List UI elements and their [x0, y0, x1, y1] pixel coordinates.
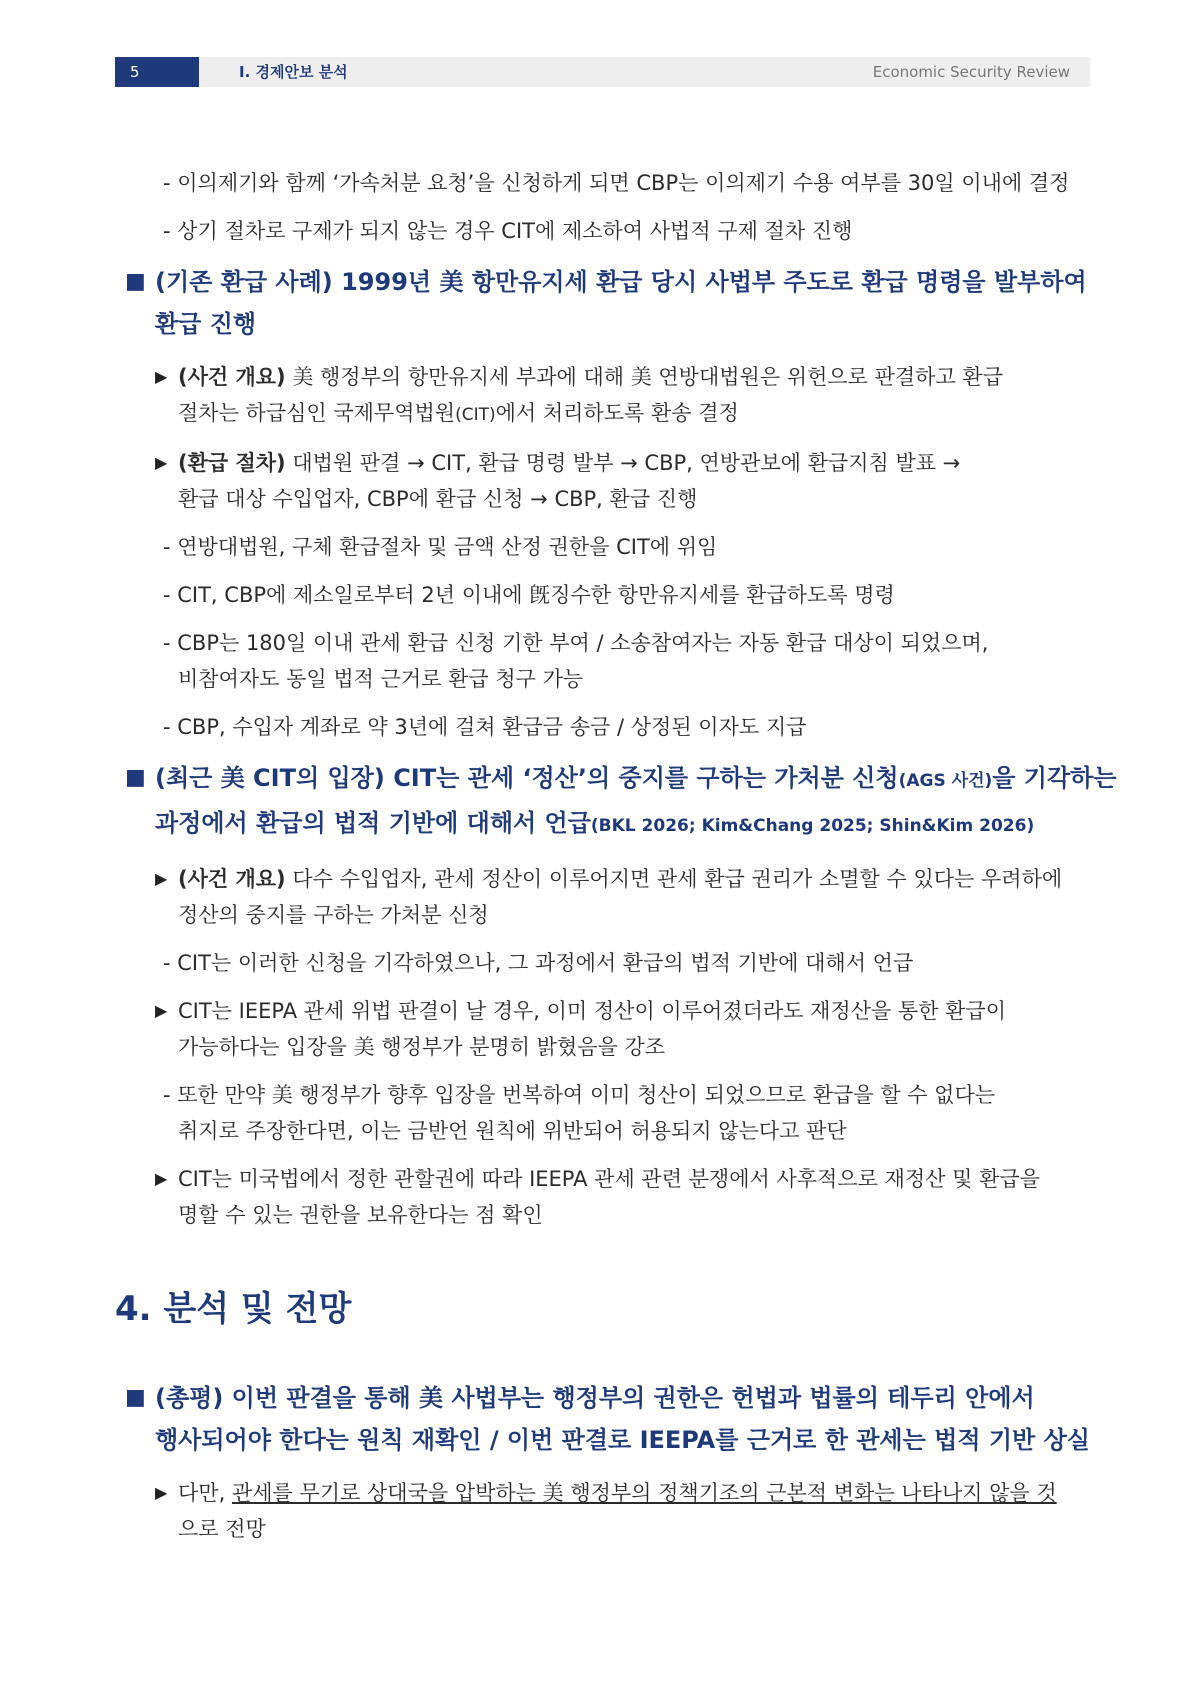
triangle-bullet-icon: ▶: [155, 453, 168, 472]
item-text-underlined: 관세를 무기로 상대국을 압박하는 美 행정부의 정책기조의 근본적 변화는 나타나지 않을 것: [231, 1481, 1057, 1505]
item-text: 에서 처리하도록 환송 결정: [495, 401, 739, 425]
square-bullet-item: [125, 261, 1090, 345]
square-bullet-icon: ■: [125, 269, 146, 294]
dash-item: [125, 625, 1090, 697]
heading-line: 환급 진행: [155, 310, 257, 338]
square-bullet-item: [125, 757, 1117, 847]
heading-text-small: (AGS 사건): [898, 771, 993, 791]
item-text: 명할 수 있는 권한을 보유한다는 점 확인: [178, 1203, 543, 1227]
triangle-bullet-item: [125, 445, 1090, 517]
dash-text: - CIT, CBP에 제소일로부터 2년 이내에 旣징수한 항만유지세를 환급하도록 명령: [163, 583, 895, 607]
item-text: 다만,: [178, 1481, 232, 1505]
square-bullet-icon: ■: [125, 1385, 146, 1410]
dash-item: [125, 529, 1090, 565]
dash-text: 취지로 주장한다면, 이는 금반언 원칙에 위반되어 허용되지 않는다고 판단: [178, 1119, 847, 1143]
dash-text: - 또한 만약 美 행정부가 향후 입장을 번복하여 이미 청산이 되었으므로 환급을 할 수 없다는: [163, 1083, 996, 1107]
heading-line: (총평) 이번 판결을 통해 美 사법부는 행정부의 권한은 헌법과 법률의 테두리 안에서: [155, 1384, 1035, 1412]
item-lead: (환급 절차): [178, 451, 286, 475]
triangle-bullet-item: [125, 359, 1090, 433]
dash-text: 비참여자도 동일 법적 근거로 환급 청구 가능: [178, 667, 584, 691]
heading-text: 과정에서 환급의 법적 기반에 대해서 언급: [155, 809, 591, 837]
dash-item: [125, 709, 1090, 745]
item-text-small: (CIT): [455, 405, 496, 425]
triangle-bullet-icon: ▶: [155, 869, 168, 888]
heading-line: (기존 환급 사례) 1999년 美 항만유지세 환급 당시 사법부 주도로 환급 명령을 발부하여: [155, 268, 1087, 296]
square-bullet-item: [125, 1377, 1090, 1461]
dash-text: - CBP는 180일 이내 관세 환급 신청 기한 부여 / 소송참여자는 자동 환급 대상이 되었으며,: [163, 631, 989, 655]
document-body: [115, 165, 1117, 1559]
item-text: 다수 수입업자, 관세 정산이 이루어지면 관세 환급 권리가 소멸할 수 있다는 우려하에: [285, 867, 1063, 891]
journal-name: Economic Security Review: [872, 63, 1070, 81]
item-text: 정산의 중지를 구하는 가처분 신청: [178, 903, 489, 927]
dash-item: [125, 213, 1090, 249]
item-text: 으로 전망: [178, 1517, 266, 1541]
triangle-bullet-item: [125, 1161, 1090, 1233]
heading-text: 을 기각하는: [992, 764, 1117, 792]
dash-item: [125, 945, 1090, 981]
triangle-bullet-icon: ▶: [155, 1483, 168, 1502]
dash-text: - CIT는 이러한 신청을 기각하였으나, 그 과정에서 환급의 법적 기반에 대해서 언급: [163, 951, 914, 975]
dash-item: [125, 577, 1090, 613]
section-label: Ⅰ. 경제안보 분석: [239, 63, 348, 81]
dash-text: - CBP, 수입자 계좌로 약 3년에 걸쳐 환급금 송금 / 상정된 이자도 지급: [163, 715, 807, 739]
dash-item: [125, 1077, 1090, 1149]
page-number: 5: [115, 57, 199, 87]
item-text: 대법원 판결 → CIT, 환급 명령 발부 → CBP, 연방관보에 환급지침 발표 →: [285, 451, 961, 475]
triangle-bullet-icon: ▶: [155, 1169, 168, 1188]
item-lead: (사건 개요): [178, 867, 286, 891]
triangle-bullet-item: [125, 993, 1090, 1065]
dash-item: [125, 165, 1090, 201]
dash-text: - 연방대법원, 구체 환급절차 및 금액 산정 권한을 CIT에 위임: [163, 535, 718, 559]
triangle-bullet-item: [125, 1475, 1090, 1547]
triangle-bullet-item: [125, 861, 1090, 933]
item-text: 가능하다는 입장을 美 행정부가 분명히 밝혔음을 강조: [178, 1035, 666, 1059]
triangle-bullet-icon: ▶: [155, 1001, 168, 1020]
item-text: CIT는 미국법에서 정한 관할권에 따라 IEEPA 관세 관련 분쟁에서 사후적으로 재정산 및 환급을: [178, 1167, 1040, 1191]
item-lead: (사건 개요): [178, 365, 286, 389]
item-text: 환급 대상 수입업자, CBP에 환급 신청 → CBP, 환급 진행: [178, 487, 698, 511]
heading-citation: (BKL 2026; Kim&Chang 2025; Shin&Kim 2026): [590, 816, 1035, 836]
dash-text: - 상기 절차로 구제가 되지 않는 경우 CIT에 제소하여 사법적 구제 절차 진행: [163, 219, 853, 243]
item-text: 절차는 하급심인 국제무역법원: [178, 401, 456, 425]
square-bullet-icon: ■: [125, 765, 146, 790]
dash-text: - 이의제기와 함께 ‘가속처분 요청’을 신청하게 되면 CBP는 이의제기 수용 여부를 30일 이내에 결정: [163, 171, 1070, 195]
section-title: 4. 분석 및 전망: [115, 1289, 352, 1329]
page-header: [115, 57, 1090, 87]
heading-line: 행사되어야 한다는 원칙 재확인 / 이번 판결로 IEEPA를 근거로 한 관세는 법적 기반 상실: [155, 1426, 1090, 1454]
triangle-bullet-icon: ▶: [155, 367, 168, 386]
item-text: 美 행정부의 항만유지세 부과에 대해 美 연방대법원은 위헌으로 판결하고 환급: [285, 365, 1003, 389]
item-text: CIT는 IEEPA 관세 위법 판결이 날 경우, 이미 정산이 이루어졌더라도 재정산을 통한 환급이: [178, 999, 1007, 1023]
heading-text: (최근 美 CIT의 입장) CIT는 관세 ‘정산’의 중지를 구하는 가처분 신청: [155, 764, 899, 792]
